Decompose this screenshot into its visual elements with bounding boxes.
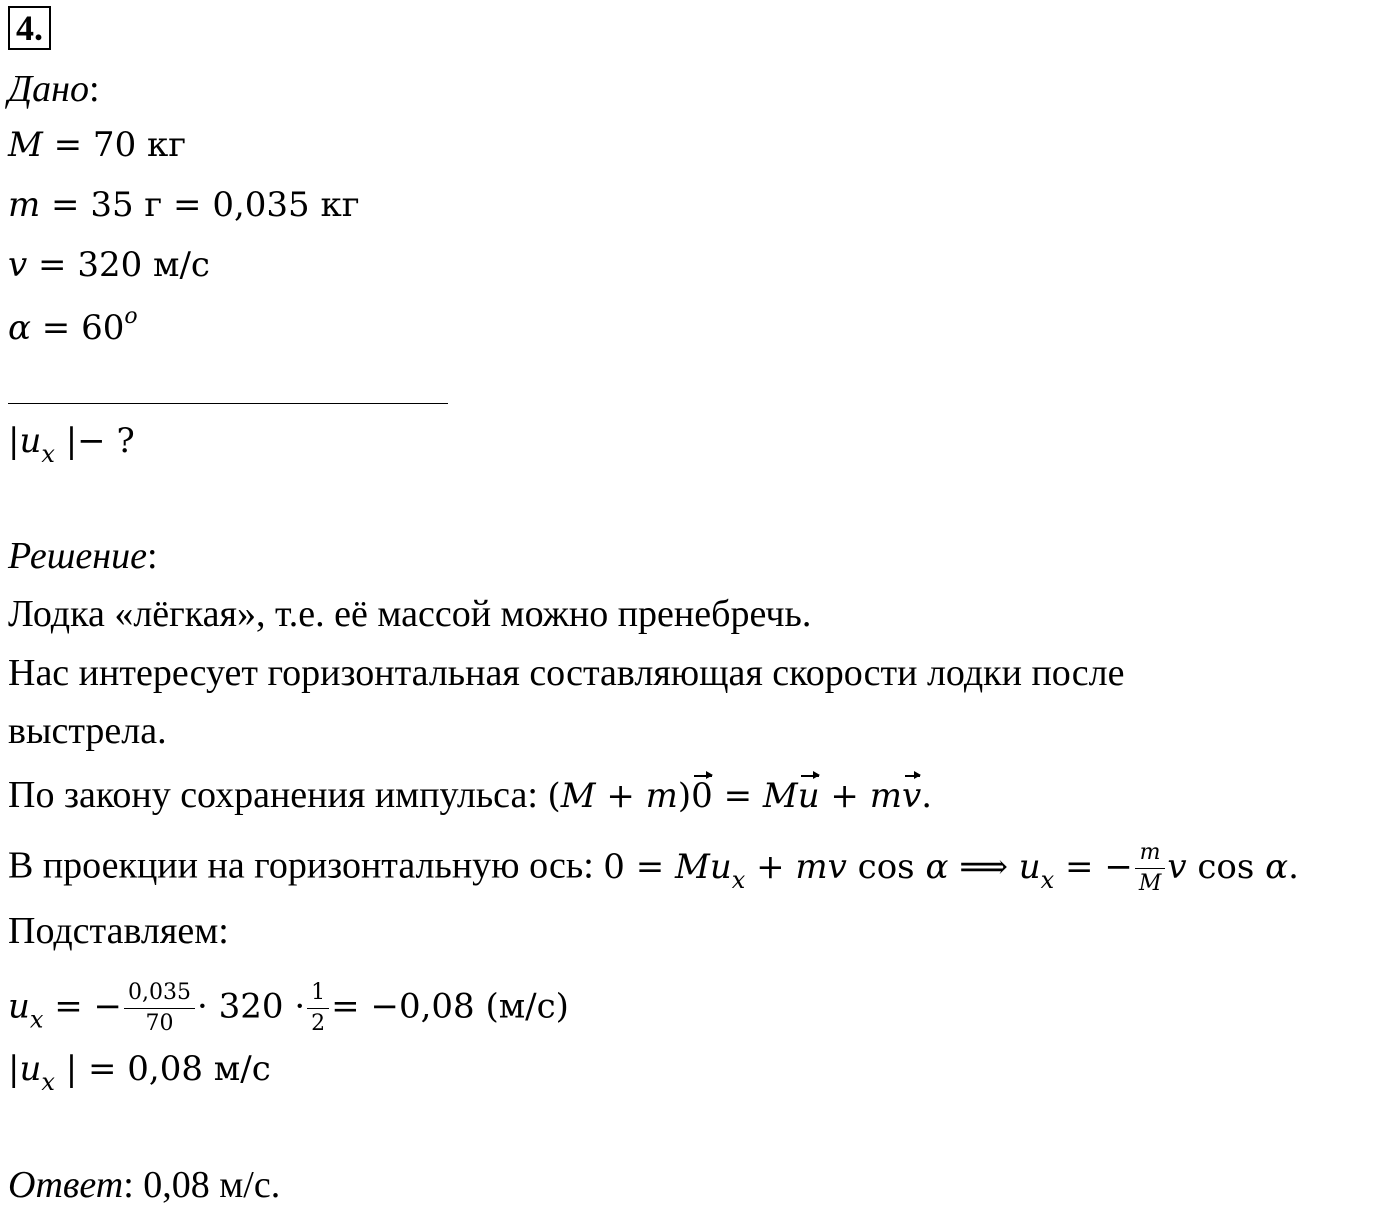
given-m: m = 35 г = 0,035 кг: [8, 185, 360, 225]
projection-line: [8, 842, 1299, 895]
substitute-line: Подставляем:: [8, 910, 229, 952]
given-heading: Дано:: [8, 68, 100, 110]
problem-number-box: 4.: [8, 6, 51, 50]
solution-line-3: выстрела.: [8, 710, 167, 752]
momentum-text: По закону сохранения импульса:: [8, 774, 538, 816]
substitution-equation: $u_x$ = − $\frac{0,035}{70}$ · 320 · $\frac{1}{2}$ = −0,08 (м/с): [8, 980, 569, 1036]
given-label: Дано: [8, 68, 90, 110]
solution-line-2: Нас интересует горизонтальная составляющая скорости лодки после: [8, 652, 1125, 694]
given-alpha: $\alpha = 60^o$: [8, 304, 138, 348]
given-M: M = 70 кг: [8, 125, 187, 165]
answer-label: Ответ: [8, 1164, 124, 1206]
answer-value: 0,08 м/с.: [143, 1164, 281, 1206]
momentum-equation: (M + m)0 = Mu + mv.: [547, 776, 933, 816]
solution-heading: Решение:: [8, 535, 158, 577]
given-v: v = 320 м/с: [8, 245, 210, 285]
momentum-line: [8, 776, 932, 814]
solution-label: Решение: [8, 535, 147, 577]
given-divider: [8, 403, 448, 404]
projection-equation: $0 = Mu_x$ + mv cos α ⟹ $u_x$ = − $\frac{m}{M}$ v cos α.: [603, 840, 1299, 896]
find-line: $|u_x$ |− ?: [8, 421, 135, 468]
projection-text: В проекции на горизонтальную ось:: [8, 844, 594, 887]
answer-line: Ответ: 0,08 м/с.: [8, 1164, 281, 1206]
solution-line-1: Лодка «лёгкая», т.е. её массой можно пренебречь.: [8, 593, 812, 635]
magnitude-equation: $|u_x$ | = 0,08 м/с: [8, 1049, 271, 1096]
